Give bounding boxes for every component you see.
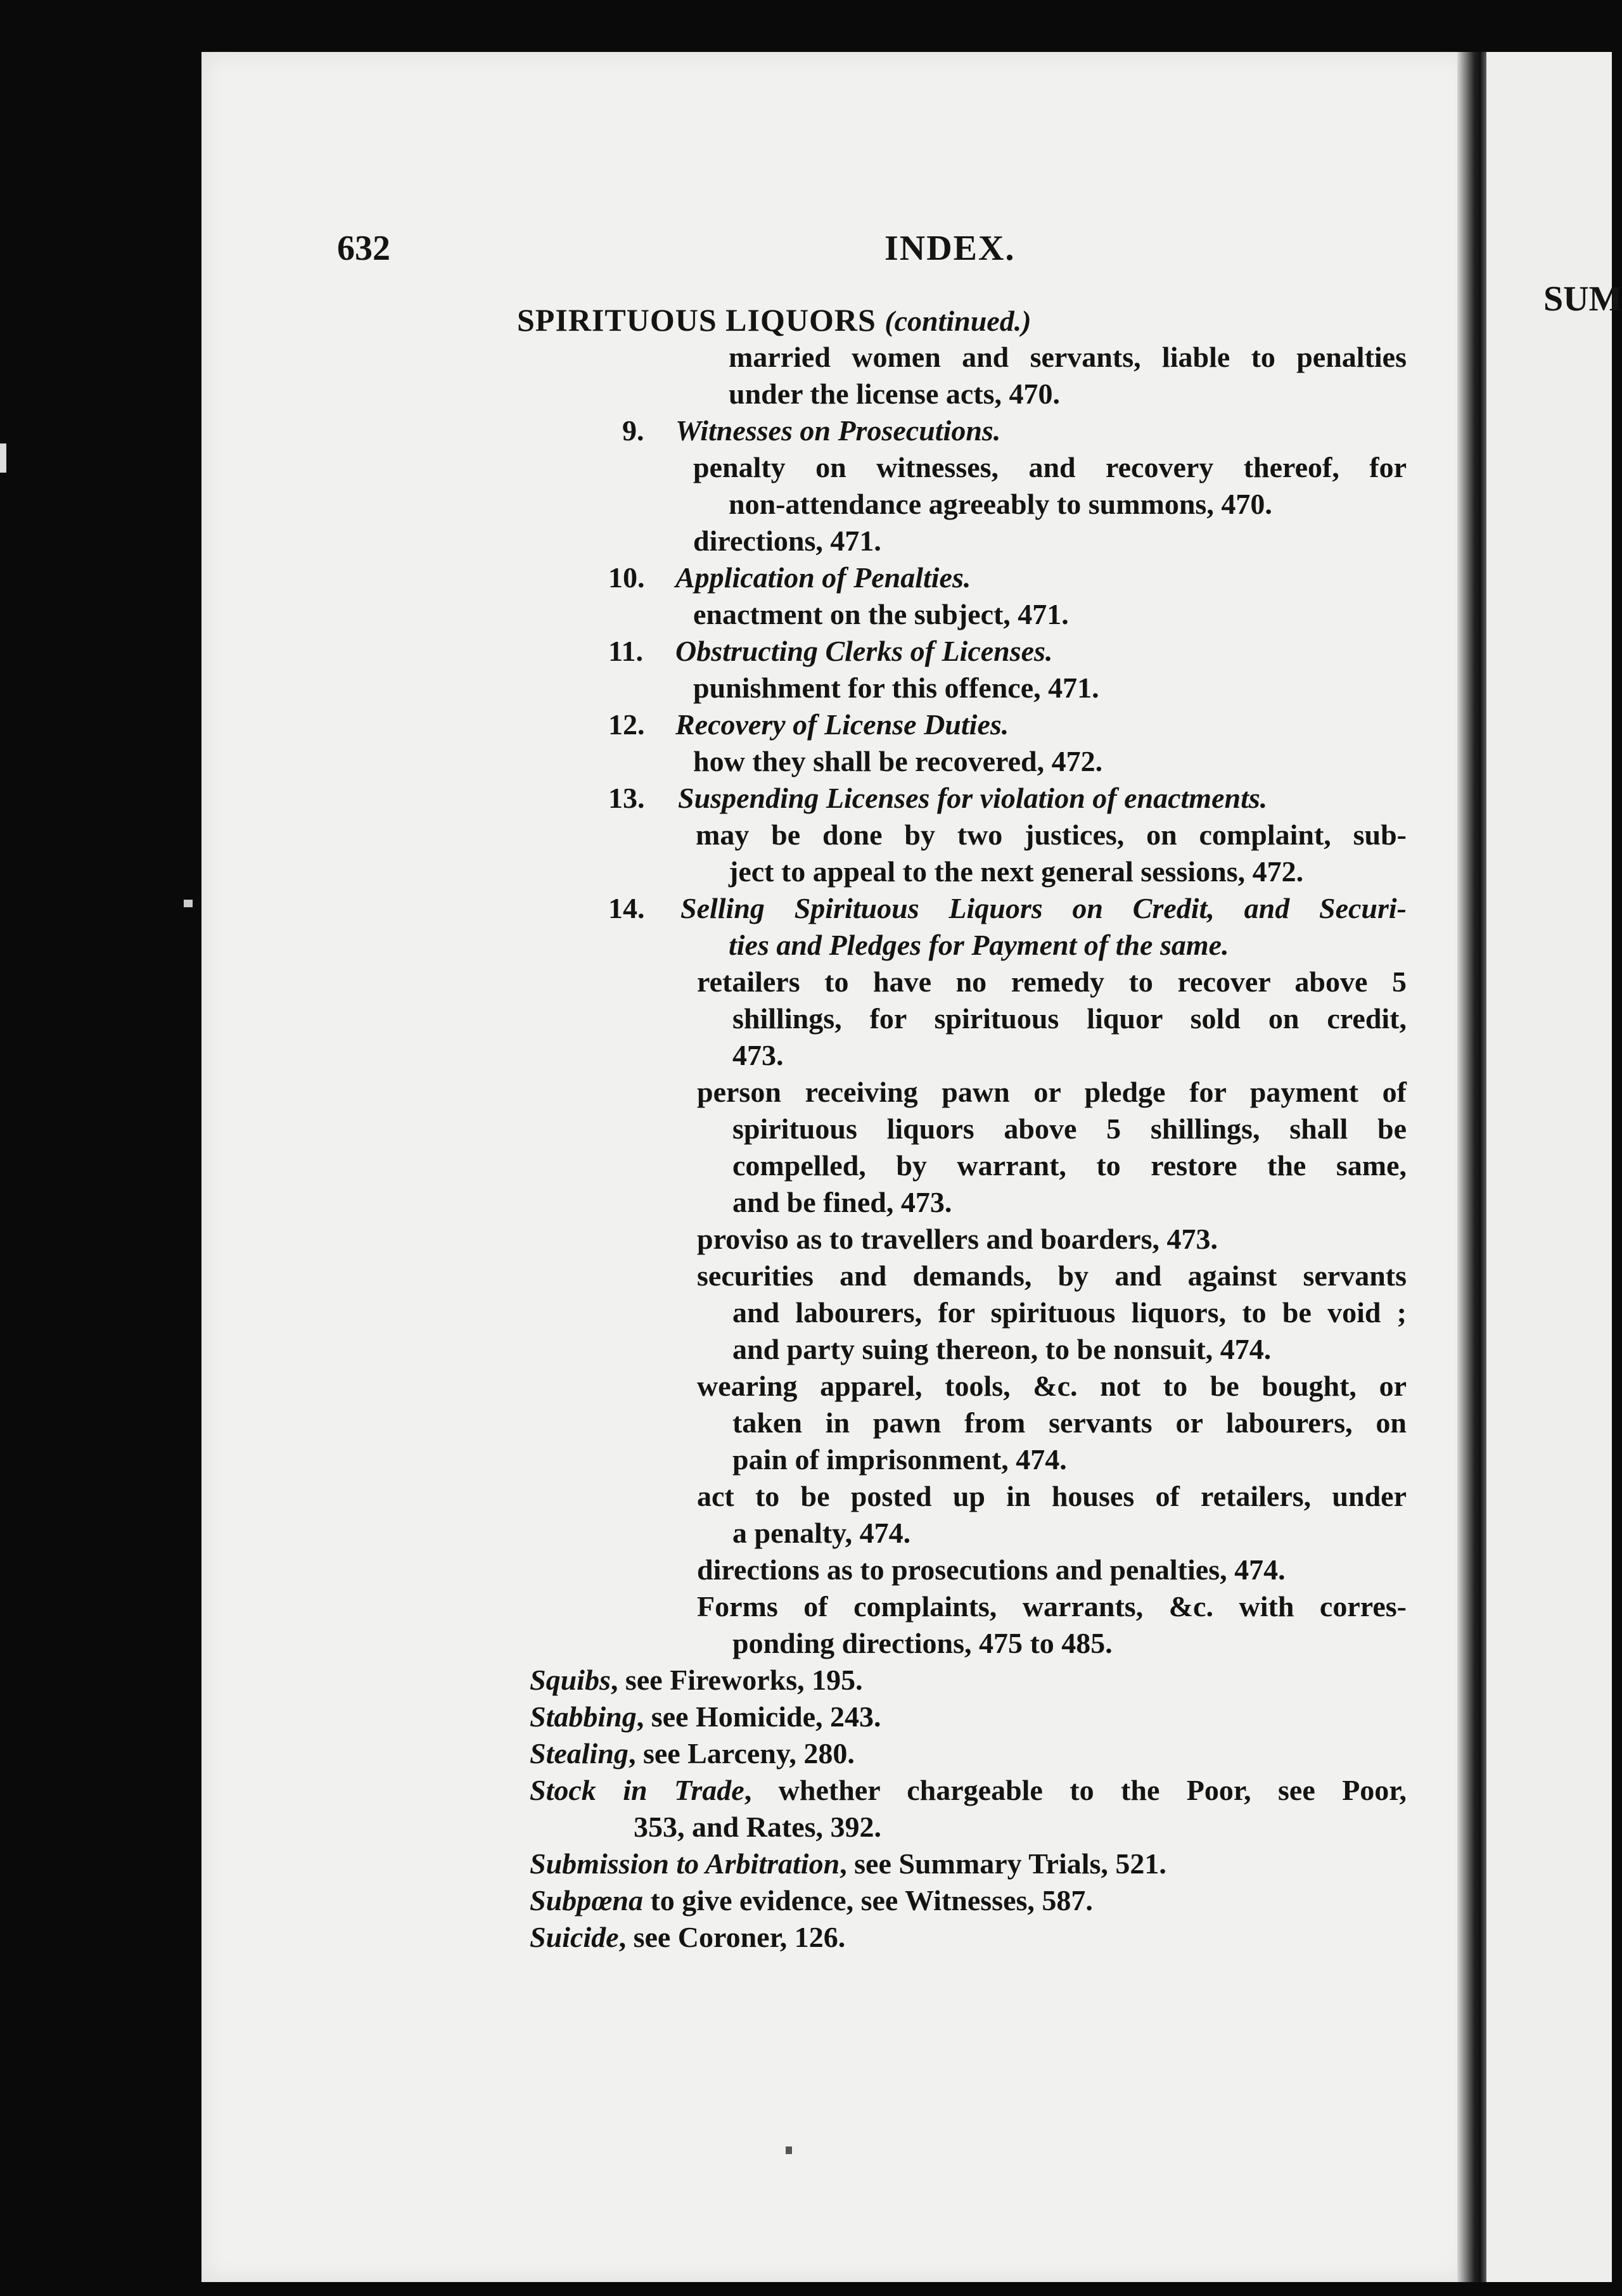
- section-title-continued: ties and Pledges for Payment of the same.: [729, 929, 1229, 961]
- cross-ref-text: , whether chargeable to the Poor, see Poor,: [744, 1774, 1407, 1806]
- section-line: penalty on witnesses, and recovery thereof, for: [693, 451, 1407, 483]
- cross-ref-text: , see Homicide, 243.: [636, 1700, 881, 1733]
- cross-ref-entry: [530, 1662, 863, 1698]
- cross-ref-term: Stealing: [530, 1737, 629, 1770]
- scan-speck: [0, 443, 6, 473]
- cross-ref-term: Suicide: [530, 1921, 619, 1953]
- section-line: and labourers, for spirituous liquors, to be void ;: [732, 1296, 1407, 1329]
- section-line: retailers to have no remedy to recover above 5: [697, 966, 1407, 998]
- cross-ref-text: , see Coroner, 126.: [618, 1921, 846, 1953]
- section-line: securities and demands, by and against servants: [697, 1260, 1407, 1292]
- section-line: non-attendance agreeably to summons, 470.: [729, 488, 1272, 520]
- section-line: and be fined, 473.: [732, 1186, 952, 1218]
- section-number: 11.: [608, 635, 643, 667]
- section-number: 9.: [622, 414, 644, 447]
- cross-ref-term: Subpœna: [530, 1884, 643, 1917]
- cross-ref-entry: [530, 1883, 1093, 1918]
- running-head: INDEX.: [884, 229, 1016, 268]
- scan-speck: [786, 2146, 792, 2154]
- section-line: shillings, for spirituous liquor sold on credit,: [732, 1002, 1407, 1035]
- section-number: 12.: [608, 708, 645, 741]
- section-number: 10.: [608, 561, 645, 594]
- section-line: and party suing thereon, to be nonsuit, 474.: [732, 1333, 1272, 1365]
- cross-ref-term: Stock in Trade: [530, 1774, 744, 1806]
- section-title: Suspending Licenses for violation of enactments.: [678, 782, 1268, 814]
- section-title: Witnesses on Prosecutions.: [675, 414, 1001, 447]
- entry-line: under the license acts, 470.: [729, 378, 1061, 410]
- section-line: proviso as to travellers and boarders, 473.: [697, 1223, 1218, 1255]
- entry-heading-term: SPIRITUOUS LIQUORS: [517, 302, 876, 338]
- section-line: ject to appeal to the next general sessions, 472.: [729, 855, 1304, 888]
- section-number: 14.: [608, 892, 645, 924]
- entry-line: married women and servants, liable to penalties: [729, 341, 1407, 373]
- cross-ref-term: Submission to Arbitration: [530, 1847, 840, 1880]
- cross-ref-entry: [530, 1920, 845, 1955]
- section-line: taken in pawn from servants or labourers, on: [732, 1406, 1407, 1439]
- cross-ref-entry: [530, 1773, 1407, 1808]
- section-line: may be done by two justices, on complaint, sub-: [696, 819, 1407, 851]
- cross-ref-text: to give evidence, see Witnesses, 587.: [642, 1884, 1093, 1917]
- page-number: 632: [337, 229, 390, 268]
- cross-ref-term: Squibs: [530, 1664, 611, 1696]
- section-line: enactment on the subject, 471.: [693, 598, 1069, 630]
- section-line: directions as to prosecutions and penalties, 474.: [697, 1553, 1286, 1586]
- section-line: Forms of complaints, warrants, &c. with corres-: [697, 1590, 1407, 1623]
- cross-ref-entry: [530, 1736, 855, 1771]
- section-line: person receiving pawn or pledge for payment of: [697, 1076, 1407, 1108]
- facing-running-head: SUM: [1543, 279, 1622, 319]
- entry-heading-continued: (continued.): [884, 305, 1031, 337]
- cross-ref-entry: [530, 1699, 881, 1735]
- cross-ref-term: Stabbing: [530, 1700, 637, 1733]
- section-line: ponding directions, 475 to 485.: [732, 1627, 1113, 1659]
- cross-ref-text: , see Fireworks, 195.: [610, 1664, 863, 1696]
- section-line: pain of imprisonment, 474.: [732, 1443, 1067, 1476]
- section-title: Obstructing Clerks of Licenses.: [675, 635, 1053, 667]
- section-line: how they shall be recovered, 472.: [693, 745, 1103, 777]
- cross-ref-text: , see Larceny, 280.: [628, 1737, 855, 1770]
- section-line: punishment for this offence, 471.: [693, 672, 1099, 704]
- entry-heading: [517, 302, 1031, 338]
- section-line: a penalty, 474.: [732, 1517, 911, 1549]
- cross-ref-entry: [530, 1846, 1166, 1882]
- section-number: 13.: [608, 782, 645, 814]
- section-line: spirituous liquors above 5 shillings, shall be: [732, 1113, 1407, 1145]
- section-title: Recovery of License Duties.: [675, 708, 1009, 741]
- section-title: Selling Spirituous Liquors on Credit, and Securi-: [680, 892, 1407, 924]
- section-line: act to be posted up in houses of retailers, under: [697, 1480, 1407, 1512]
- section-line: 473.: [732, 1039, 784, 1071]
- section-title: Application of Penalties.: [675, 561, 971, 594]
- cross-ref-continuation: 353, and Rates, 392.: [634, 1811, 882, 1843]
- section-line: directions, 471.: [693, 525, 881, 557]
- section-line: wearing apparel, tools, &c. not to be bought, or: [697, 1370, 1407, 1402]
- section-line: compelled, by warrant, to restore the same,: [732, 1149, 1407, 1182]
- scan-speck: [184, 900, 193, 907]
- facing-page: [1486, 52, 1622, 2282]
- cross-ref-text: , see Summary Trials, 521.: [840, 1847, 1166, 1880]
